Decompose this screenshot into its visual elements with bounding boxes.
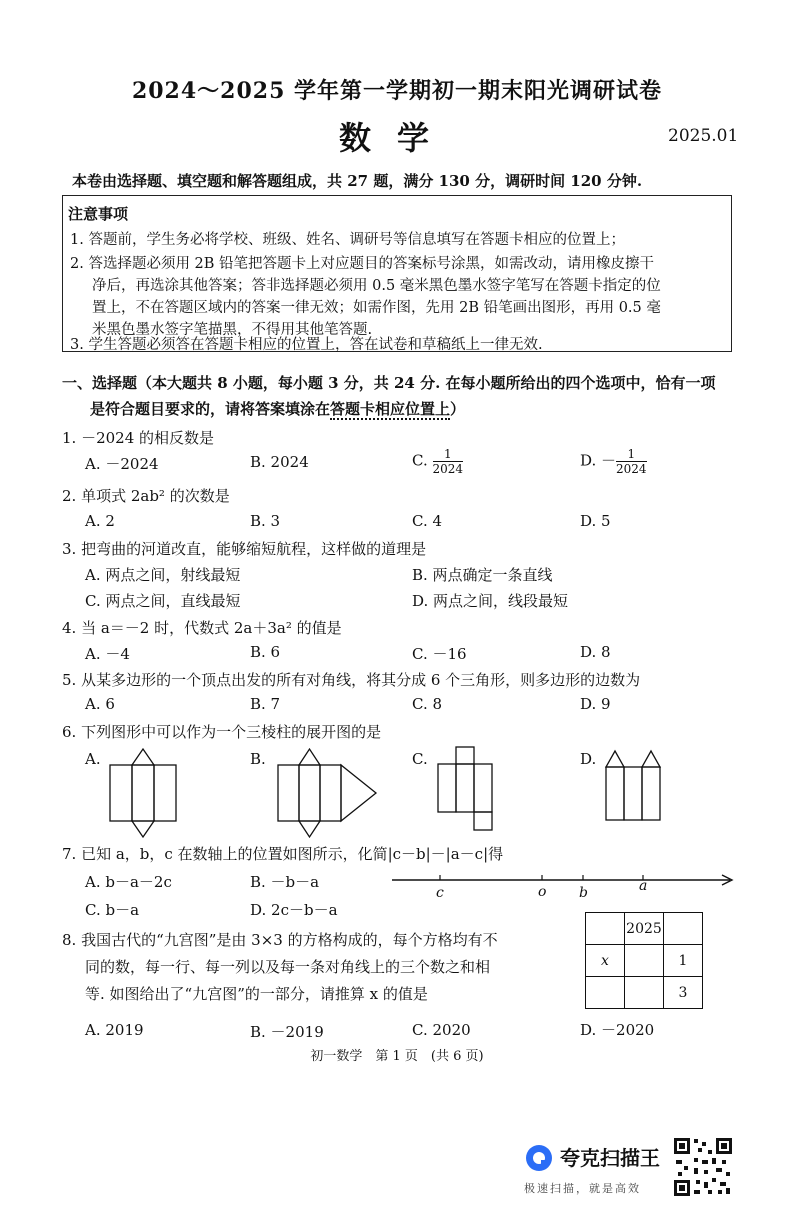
q8-option-b: B. －2019 (250, 1023, 324, 1041)
notice-line: 净后，再选涂其他答案；答非选择题必须用 0.5 毫米黑色墨水签字笔写在答题卡指定的位 (92, 278, 661, 294)
net-triangle (341, 765, 376, 821)
q1-option-c-fraction (433, 447, 464, 476)
section-heading-cont (90, 398, 465, 419)
q3-option-c: C. 两点之间，直线最短 (85, 592, 241, 610)
axis-label-o: o (538, 884, 547, 900)
watermark-brand (560, 1142, 660, 1171)
grid-cell: 1 (663, 944, 703, 977)
question-2-stem: 2. 单项式 2ab² 的次数是 (62, 487, 230, 505)
q5-option-b: B. 7 (250, 695, 281, 713)
q1-option-d-fraction (616, 447, 647, 476)
section-heading-end: ） (450, 400, 466, 418)
grid-cell: 2025 (624, 912, 664, 945)
q3-option-a: A. 两点之间，射线最短 (85, 566, 241, 584)
net-face (438, 764, 456, 812)
q1-option-d (580, 447, 647, 476)
net-face (278, 765, 299, 821)
section-heading-emphasis: 答题卡相应位置上 (330, 400, 451, 418)
q3-option-d: D. 两点之间，线段最短 (412, 592, 569, 610)
net-triangle (642, 751, 660, 767)
question-5-stem: 5. 从某多边形的一个顶点出发的所有对角线，将其分成 6 个三角形，则多边形的边数为 (62, 671, 641, 689)
notice-line: 3. 学生答题必须答在答题卡相应的位置上，答在试卷和草稿纸上一律无效. (70, 337, 543, 353)
grid-cell (624, 944, 664, 977)
net-triangle (606, 751, 624, 767)
notice-line: 1. 答题前，学生务必将学校、班级、姓名、调研号等信息填写在答题卡相应的位置上； (70, 232, 625, 248)
grid-cell: x (585, 944, 625, 977)
q6-option-b-label: B. (250, 750, 266, 768)
q2-option-b: B. 3 (250, 512, 281, 530)
q7-option-a: A. b－a－2c (85, 873, 172, 891)
axis-label-a: a (639, 878, 648, 894)
q3-option-b: B. 两点确定一条直线 (412, 566, 553, 584)
q5-option-c: C. 8 (412, 695, 443, 713)
exam-date: 2025.01 (668, 126, 739, 146)
grid-cell: 3 (663, 976, 703, 1009)
question-3-stem: 3. 把弯曲的河道改直，能够缩短航程，这样做的道理是 (62, 540, 427, 558)
q4-option-d: D. 8 (580, 643, 611, 661)
q7-option-d: D. 2c－b－a (250, 901, 338, 919)
axis-label-b: b (579, 885, 588, 901)
q7-option-b: B. －b－a (250, 873, 320, 891)
quark-logo-icon (524, 1143, 554, 1173)
section-heading-text: 是符合题目要求的，请将答案填涂在 (90, 400, 331, 418)
grid-cell (585, 976, 625, 1009)
nine-palace-grid (585, 912, 705, 1011)
net-triangle (299, 821, 320, 837)
exam-title: 2024～2025 学年第一学期初一期末阳光调研试卷 (131, 78, 663, 104)
notice-line: 置上，不在答题区域内的答案一律无效；如需作图，先用 2B 铅笔画出图形，再用 0.5 毫 (92, 300, 661, 316)
net-triangle (299, 749, 320, 765)
q7-option-c: C. b－a (85, 901, 140, 919)
grid-cell (585, 912, 625, 945)
q1-option-b: B. 2024 (250, 453, 309, 471)
q6-net-d-figure (604, 750, 664, 822)
net-face (154, 765, 176, 821)
q1-option-c (412, 447, 463, 476)
q5-option-d: D. 9 (580, 695, 611, 713)
net-square (456, 747, 474, 764)
section-heading: 一、选择题（本大题共 8 小题，每小题 3 分，共 24 分. 在每小题所给出的四个选项中，恰有一项 (62, 374, 716, 392)
notice-title: 注意事项 (68, 205, 129, 223)
exam-intro: 本卷由选择题、填空题和解答题组成，共 27 题，满分 130 分，调研时间 120 分钟. (72, 172, 643, 190)
q6-option-c-label: C. (412, 750, 428, 768)
net-triangle (132, 821, 154, 837)
question-4-stem: 4. 当 a＝－2 时，代数式 2a＋3a² 的值是 (62, 619, 342, 637)
net-triangle (132, 749, 154, 765)
subject-title: 数学 (338, 119, 455, 157)
fraction-denominator: 2024 (616, 462, 647, 476)
question-8-stem-line2: 同的数，每一行、每一列以及每一条对角线上的三个数之和相 (85, 958, 491, 976)
q2-option-c: C. 4 (412, 512, 443, 530)
grid-cell (663, 912, 703, 945)
q8-option-d: D. －2020 (580, 1021, 655, 1039)
fraction-numerator: 1 (443, 447, 452, 461)
net-face (642, 767, 660, 820)
question-8-stem-line3: 等. 如图给出了“九宫图”的一部分，请推算 x 的值是 (85, 985, 428, 1003)
net-face (132, 765, 154, 821)
q6-net-a-figure (108, 748, 180, 838)
q4-option-b: B. 6 (250, 643, 281, 661)
notice-line: 2. 答选择题必须用 2B 铅笔把答题卡上对应题目的答案标号涂黑，如需改动，请用橡皮擦干 (70, 256, 655, 272)
q2-option-a: A. 2 (85, 512, 115, 530)
grid-cell (624, 976, 664, 1009)
q5-option-a: A. 6 (85, 695, 115, 713)
net-face (624, 767, 642, 820)
q1-option-a: A. －2024 (85, 455, 159, 473)
net-face (606, 767, 624, 820)
question-7-stem: 7. 已知 a，b，c 在数轴上的位置如图所示，化简|c－b|－|a－c|得 (62, 845, 504, 863)
q2-option-d: D. 5 (580, 512, 611, 530)
q6-option-d-label: D. (580, 750, 597, 768)
net-face (456, 764, 474, 812)
question-6-stem: 6. 下列图形中可以作为一个三棱柱的展开图的是 (62, 723, 382, 741)
watermark-slogan: 极速扫描，就是高效 (524, 1182, 641, 1195)
q6-option-a-label: A. (85, 750, 101, 768)
question-1-stem: 1. －2024 的相反数是 (62, 429, 215, 447)
q8-option-c: C. 2020 (412, 1021, 471, 1039)
notice-line: 米黑色墨水签字笔描黑，不得用其他笔答题. (92, 322, 373, 338)
q6-net-c-figure (436, 746, 496, 832)
q1-option-d-label: D. － (580, 451, 617, 470)
q4-option-c: C. －16 (412, 645, 467, 663)
page-footer: 初一数学 第 1 页 (共 6 页) (310, 1049, 484, 1064)
net-face (110, 765, 132, 821)
axis-label-c: c (436, 885, 444, 901)
net-face (474, 764, 492, 812)
q1-option-c-label: C. (412, 451, 428, 470)
q4-option-a: A. －4 (85, 645, 130, 663)
net-square (474, 812, 492, 830)
watermark-brand-name: 夸克扫描王 (560, 1146, 660, 1170)
fraction-denominator: 2024 (432, 462, 464, 476)
q8-option-a: A. 2019 (85, 1021, 144, 1039)
qr-code-icon (672, 1136, 734, 1198)
net-face (320, 765, 341, 821)
net-face (299, 765, 320, 821)
fraction-numerator: 1 (627, 447, 636, 461)
q6-net-b-figure (276, 748, 386, 838)
question-8-stem-line1: 8. 我国古代的“九宫图”是由 3×3 的方格构成的，每个方格均有不 (62, 931, 498, 949)
